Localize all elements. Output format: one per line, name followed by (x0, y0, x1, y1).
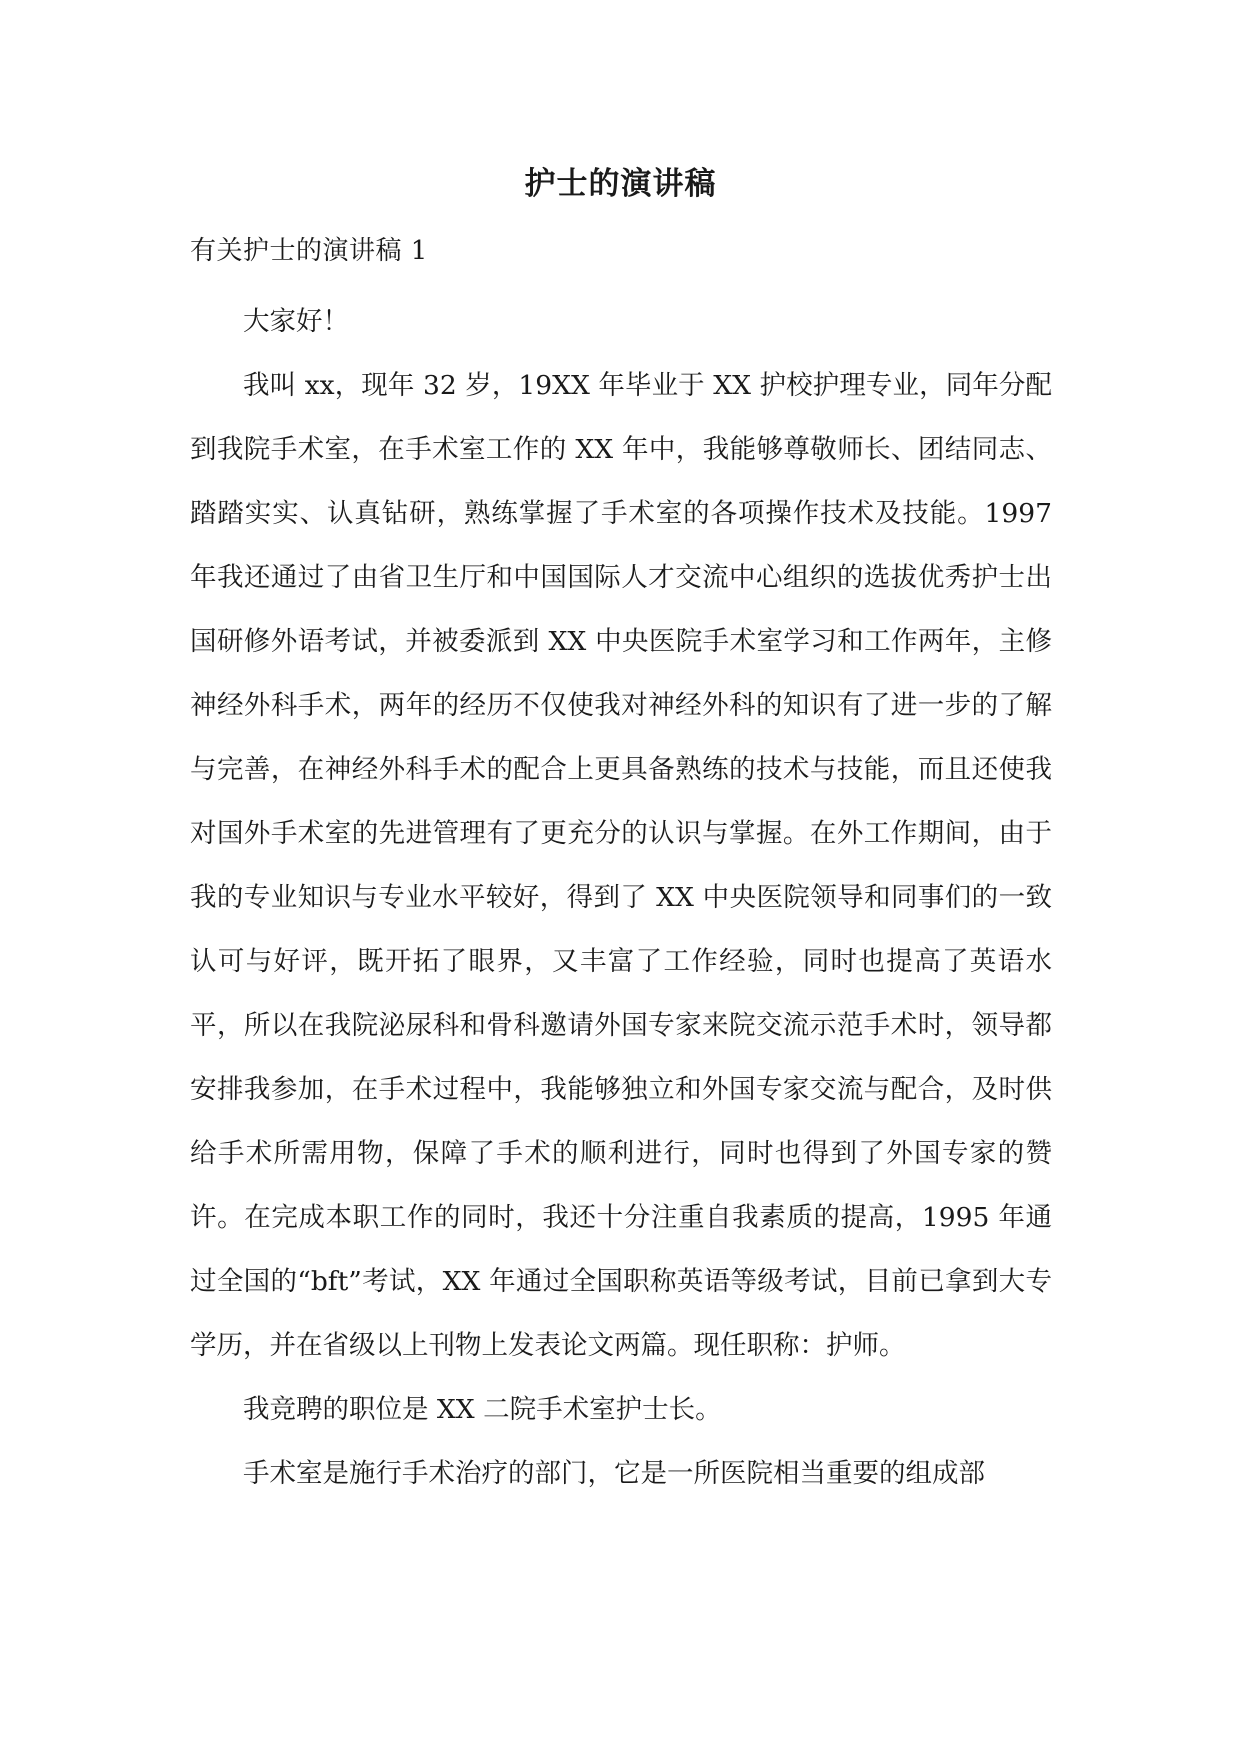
paragraph-position: 我竞聘的职位是 XX 二院手术室护士长。 (243, 1394, 722, 1425)
paragraph-introduction: 我叫 xx，现年 32 岁，19XX 年毕业于 XX 护校护理专业，同年分配到我院手术室，在手术室工作的 XX 年中，我能够尊敬师长、团结同志、踏踏实实、认真钻研，熟练掌握了手术室的各项操作技术及技能。1997 年我还通过了由省卫生厅和中国国际人才交流中心组织的选拔优秀护士出国研修外语考试，并被委派到 XX 中央医院手术室学习和工作两年，主修神经外科手术，两年的经历不仅使我对神经外科的知识有了进一步的了解与完善，在神经外科手术的配合上更具备熟练的技术与技能，而且还使我对国外手术室的先进管理有了更充分的认识与掌握。在外工作期间，由于我的专业知识与专业水平较好，得到了 XX 中央医院领导和同事们的一致认可与好评，既开拓了眼界，又丰富了工作经验，同时也提高了英语水平，所以在我院泌尿科和骨科邀请外国专家来院交流示范手术时，领导都安排我参加，在手术过程中，我能够独立和外国专家交流与配合，及时供给手术所需用物，保障了手术的顺利进行，同时也得到了外国专家的赞许。在完成本职工作的同时，我还十分注重自我素质的提高，1995 年通过全国的“bft”考试，XX 年通过全国职称英语等级考试，目前已拿到大专学历，并在省级以上刊物上发表论文两篇。现任职称：护师。 (190, 370, 1052, 1361)
document-title: 护士的演讲稿 (524, 166, 717, 202)
paragraph-operating-room: 手术室是施行手术治疗的部门，它是一所医院相当重要的组成部 (243, 1458, 985, 1489)
paragraph-greeting: 大家好！ (243, 306, 349, 337)
document-body (190, 290, 1052, 1506)
document-subheading: 有关护士的演讲稿 1 (190, 236, 428, 266)
